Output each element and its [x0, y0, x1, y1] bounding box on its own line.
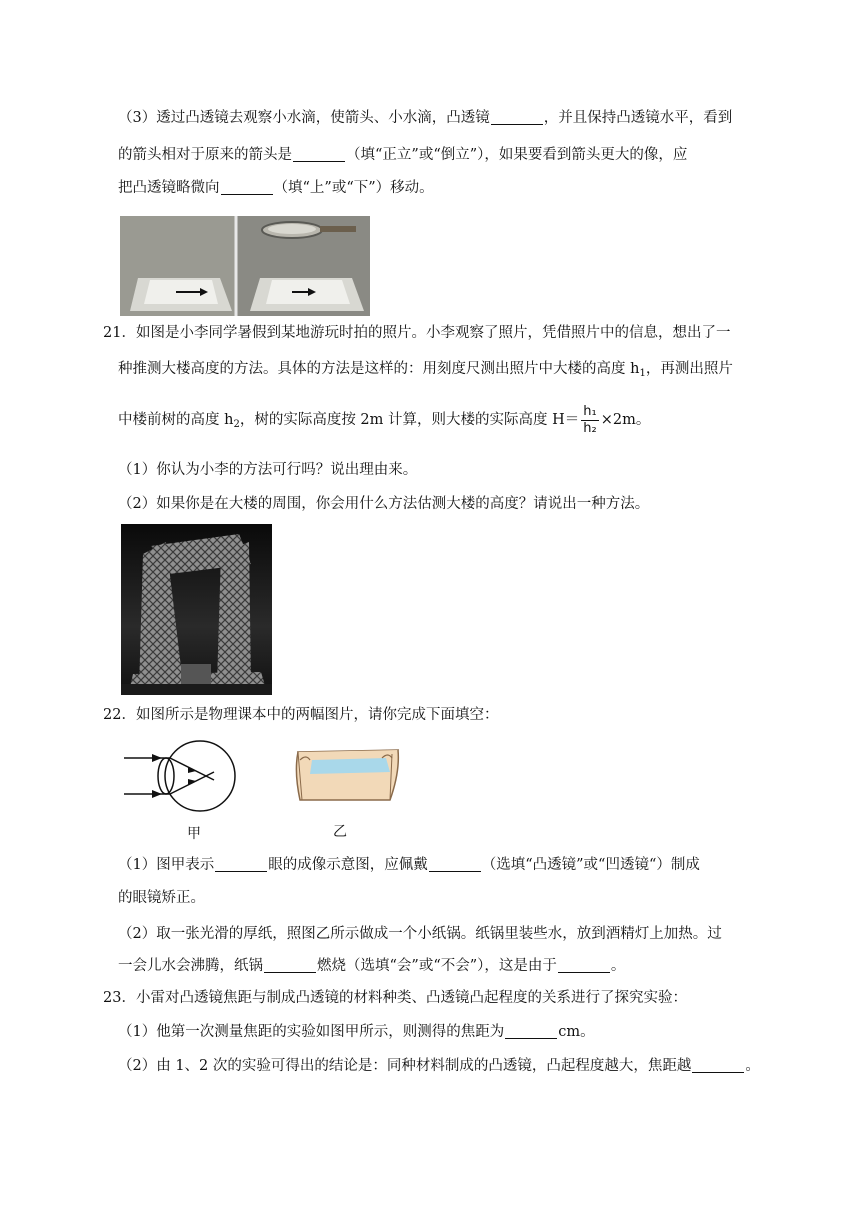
- text: cm。: [558, 1024, 595, 1040]
- subscript: 1: [639, 368, 646, 379]
- text: ，再测出照片: [645, 361, 733, 377]
- text: （1）他第一次测量焦距的实验如图甲所示，则测得的焦距为: [118, 1024, 505, 1040]
- question-number: 22．: [103, 707, 136, 723]
- question-number: 21．: [103, 325, 136, 341]
- q22-line1: [103, 704, 498, 726]
- text: （2）由 1、2 次的实验可得出的结论是：同种材料制成的凸透镜，凸起程度越大，焦距越: [118, 1058, 692, 1074]
- q23-sub2: [118, 1055, 760, 1077]
- text: 。: [745, 1058, 760, 1074]
- q21-sub1: （1）你认为小李的方法可行吗？说出理由来。: [118, 462, 418, 478]
- eye-diagram-figure: [122, 738, 252, 843]
- text: ，树的实际高度按 2m 计算，则大楼的实际高度 H＝: [239, 412, 580, 428]
- q22-p2-line1: （2）取一张光滑的厚纸，照图乙所示做成一个小纸锅。纸锅里装些水，放到酒精灯上加热。过: [118, 926, 722, 942]
- text: （填“正立”或“倒立”），如果要看到箭头更大的像，应: [346, 147, 688, 163]
- q20-part3-line3: [118, 177, 434, 199]
- fraction-denominator: h₂: [583, 420, 597, 436]
- building-photo: [121, 524, 272, 695]
- q23-sub1: [118, 1021, 595, 1043]
- q22-p1-line1: [118, 854, 700, 876]
- text: 一会儿水会沸腾，纸锅: [118, 958, 263, 974]
- q21-line1: [103, 322, 730, 344]
- text: （填“上”或“下”）移动。: [273, 180, 434, 196]
- figure-label-yi: 乙: [333, 824, 347, 840]
- text: （选填“凸透镜”或“凹透镜“）制成: [481, 857, 700, 873]
- question-number: 23．: [103, 990, 136, 1006]
- answer-blank[interactable]: [692, 1056, 744, 1073]
- text: （3）透过凸透镜去观察小水滴，使箭头、小水滴，凸透镜: [118, 110, 490, 126]
- q22-p2-line2: [118, 955, 625, 977]
- q21-sub2: （2）如果你是在大楼的周围，你会用什么方法估测大楼的高度？请说出一种方法。: [118, 496, 650, 512]
- answer-blank[interactable]: [429, 855, 481, 872]
- figure-label-jia: 甲: [187, 826, 201, 842]
- water-drop-lens-figure: [120, 216, 370, 316]
- text: 如图是小李同学暑假到某地游玩时拍的照片。小李观察了照片，凭借照片中的信息，想出了一: [135, 325, 731, 341]
- text: 眼的成像示意图，应佩戴: [268, 857, 428, 873]
- text: ×2m。: [600, 412, 651, 428]
- text: 把凸透镜略微向: [118, 180, 220, 196]
- fraction-numerator: h₁: [583, 403, 597, 419]
- q21-line3: [118, 400, 650, 445]
- subscript: 2: [233, 419, 240, 430]
- text: ，并且保持凸透镜水平，看到: [543, 110, 733, 126]
- answer-blank[interactable]: [293, 145, 345, 162]
- q20-part3-line1: [118, 107, 732, 129]
- answer-blank[interactable]: [215, 855, 267, 872]
- text: 种推测大楼高度的方法。具体的方法是这样的：用刻度尺测出照片中大楼的高度 h: [118, 361, 640, 377]
- text: 如图所示是物理课本中的两幅图片，请你完成下面填空：: [135, 707, 499, 723]
- text: 中楼前树的高度 h: [118, 412, 234, 428]
- answer-blank[interactable]: [491, 108, 543, 125]
- answer-blank[interactable]: [505, 1022, 557, 1039]
- answer-blank[interactable]: [264, 956, 316, 973]
- q21-line2: [118, 358, 733, 385]
- q23-line1: [103, 987, 687, 1009]
- text: 燃烧（选填“会”或“不会”），这是由于: [317, 958, 557, 974]
- text: （1）图甲表示: [118, 857, 215, 873]
- text: 。: [610, 958, 626, 974]
- q22-p1-line2: 的眼镜矫正。: [118, 890, 205, 906]
- text: 的箭头相对于原来的箭头是: [118, 147, 292, 163]
- q20-part3-line2: [118, 144, 687, 166]
- answer-blank[interactable]: [221, 178, 273, 195]
- text: 小雷对凸透镜焦距与制成凸透镜的材料种类、凸透镜凸起程度的关系进行了探究实验：: [135, 990, 687, 1006]
- paper-pot-figure: [290, 742, 405, 842]
- height-ratio-fraction: [581, 404, 598, 437]
- answer-blank[interactable]: [558, 956, 610, 973]
